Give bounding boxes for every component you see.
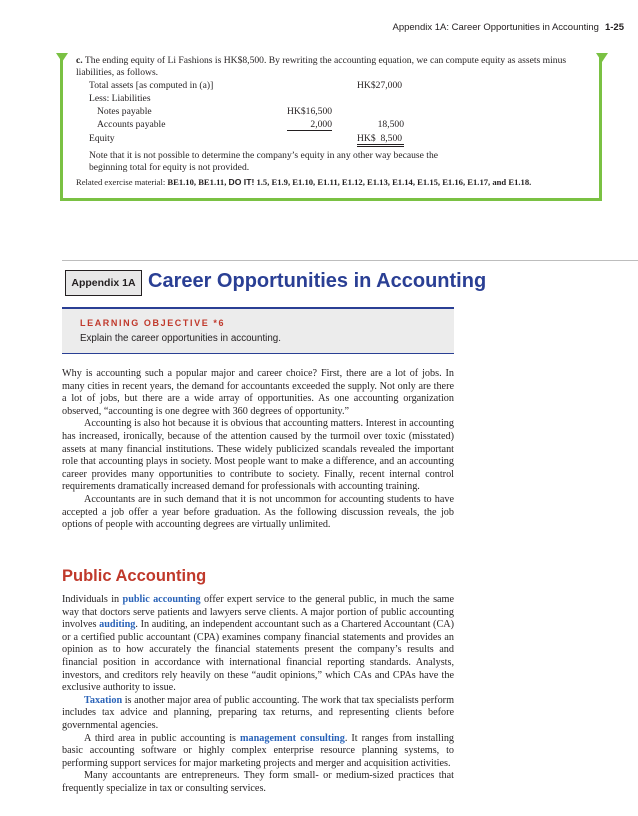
appendix-badge-word: Appendix xyxy=(71,277,120,289)
learning-objective-text: Explain the career opportunities in accounting. xyxy=(80,333,281,344)
term-auditing: auditing xyxy=(99,619,136,631)
section-divider xyxy=(62,260,638,261)
p1-text-c: . In auditing, an independent accountant such as a Chartered Accountant (CA) or a certified public accountant (CPA) examines company financial statements and provides an opinion as to how accurately the financial statements present the company’s results and financial position in accordance with international financial reporting standards. Analysts, investors, and creditors rely heavily on these “audit opinions,” which CAs and CPAs have the exclusive authority to issue. xyxy=(62,619,454,694)
less-liabilities-label: Less: Liabilities xyxy=(89,93,151,104)
public-accounting-paragraph-4: Many accountants are entrepreneurs. They form small- or medium-sized practices that frequently specialize in tax or consulting services. xyxy=(62,770,454,794)
p3-text-a: A third area in public accounting is xyxy=(84,732,241,744)
learning-objective-box xyxy=(62,307,454,354)
notes-payable-value: HK$16,500 xyxy=(287,106,333,117)
running-title: Appendix 1A: Career Opportunities in Accounting xyxy=(392,22,599,33)
term-public-accounting: public accounting xyxy=(122,594,201,605)
p1-text-b: offer expert service to the general public, in much the same way that doctors serve patients and lawyers serve clients. A major portion of public accounting involves xyxy=(62,594,455,631)
part-letter: c. xyxy=(76,55,83,66)
p2-text: is another major area of public accounting. The work that tax specialists perform includes tax advice and planning, preparing tax returns, and representing clients before governmental agencies. xyxy=(62,694,454,731)
public-accounting-paragraph-3 xyxy=(62,733,454,771)
public-accounting-paragraph-1 xyxy=(62,594,454,695)
accounts-payable-value: 2,000 xyxy=(287,119,332,131)
appendix-title: Career Opportunities in Accounting xyxy=(148,270,487,292)
related-exercise-material xyxy=(76,177,576,189)
do-it-label: DO IT! xyxy=(228,177,255,187)
exercise-note: Note that it is not possible to determine the company’s equity in any other way because the beginning total for equity is not provided. xyxy=(89,150,439,174)
appendix-badge-number: 1A xyxy=(122,277,136,289)
accounts-payable-label: Accounts payable xyxy=(97,119,166,130)
public-accounting-paragraph-2 xyxy=(62,695,454,733)
exercise-intro xyxy=(76,55,576,80)
related-items-b: 1.5, E1.9, E1.10, E1.11, E1.12, E1.13, E1.14, E1.15, E1.16, E1.17, and E1.18. xyxy=(254,177,532,187)
equity-value: HK$ 8,500 xyxy=(357,133,404,147)
equity-label: Equity xyxy=(89,133,115,144)
intro-text: The ending equity of Li Fashions is HK$8,500. By rewriting the accounting equation, we can compute equity as assets minus liabilities, as follows. xyxy=(76,55,567,79)
total-assets-label: Total assets [as computed in (a)] xyxy=(89,80,214,91)
p1-text-a: Individuals in xyxy=(62,594,123,605)
public-accounting-heading: Public Accounting xyxy=(62,567,207,585)
term-taxation: Taxation xyxy=(84,694,123,706)
appendix-badge xyxy=(65,270,142,296)
intro-body xyxy=(62,368,454,532)
term-management-consulting: management consulting xyxy=(240,732,345,744)
notes-payable-label: Notes payable xyxy=(97,106,152,117)
liabilities-total: 18,500 xyxy=(377,119,404,130)
related-items-a: BE1.10, BE1.11, xyxy=(167,177,229,187)
page-number: 1-25 xyxy=(604,22,624,33)
box-corner-right-icon xyxy=(596,53,608,62)
public-accounting-body xyxy=(62,594,454,796)
total-assets-value: HK$27,000 xyxy=(357,80,403,91)
box-corner-left-icon xyxy=(56,53,68,62)
learning-objective-heading: LEARNING OBJECTIVE *6 xyxy=(80,318,226,328)
p3-text-b: . It ranges from installing basic accounting software or highly complex enterprise resource planning systems, to performing support services for major marketing projects and merger and acquisition activities. xyxy=(62,732,455,769)
intro-paragraph-2: Accounting is also hot because it is obvious that accounting matters. Interest in accounting has increased, ironically, because of the attention caused by the turmoil over toxic (misstated) assets at many financial institutions. These widely publicized scandals revealed the important role that accounting plays in society. Most people want to make a difference, and an accounting career provides many opportunities to contribute to society. Finally, recent internal control requirements dramatically increased demand for professionals with accounting training. xyxy=(62,418,454,493)
intro-paragraph-1: Why is accounting such a popular major and career choice? First, there are a lot of jobs. In many cities in recent years, the demand for accountants exceeded the supply. Not only are there a lot of jobs, but there are a wide array of opportunities. As one accounting organization observed, “accounting is one degree with 360 degrees of opportunity.” xyxy=(62,368,454,417)
running-header xyxy=(392,22,624,33)
related-prefix: Related exercise material: xyxy=(76,177,168,187)
intro-paragraph-3: Accountants are in such demand that it is not uncommon for accounting students to have accepted a job offer a year before graduation. As the following discussion reveals, the job options of people with accounting degrees are virtually unlimited. xyxy=(62,493,454,531)
